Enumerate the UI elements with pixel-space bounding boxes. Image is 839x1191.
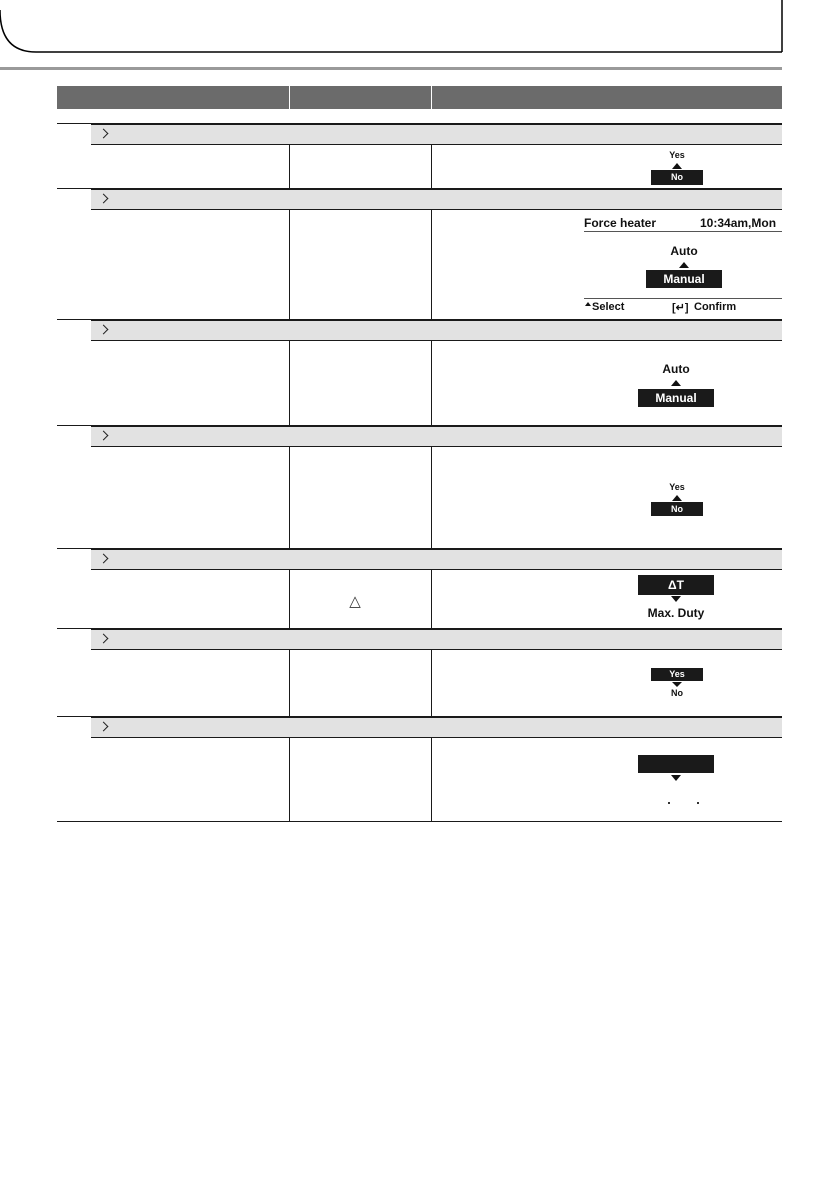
option-selected: Manual xyxy=(646,270,722,288)
col-divider xyxy=(289,341,290,425)
select-arrow-icon xyxy=(585,302,591,306)
col-divider xyxy=(289,738,290,821)
page-corner-curve xyxy=(0,0,839,70)
triangle-down-icon xyxy=(672,682,682,687)
top-rule xyxy=(0,67,782,70)
section-header xyxy=(91,629,782,650)
table-header-col-3 xyxy=(432,86,782,109)
triangle-up-icon xyxy=(672,163,682,169)
option-selected xyxy=(638,755,714,773)
col-divider xyxy=(431,341,432,425)
option-selected: No xyxy=(651,170,703,185)
section-header xyxy=(91,717,782,738)
lcd-time: 10:34am,Mon xyxy=(700,216,777,230)
triangle-down-icon xyxy=(671,775,681,781)
triangle-up-icon xyxy=(679,262,689,268)
section-header xyxy=(91,124,782,145)
lcd-footer-confirm: Confirm xyxy=(694,301,737,313)
section-header xyxy=(91,189,782,210)
col-divider xyxy=(289,570,290,628)
lcd-footer-rule xyxy=(584,298,782,299)
option-below: Max. Duty xyxy=(647,606,705,620)
chevron-right-icon xyxy=(99,431,109,441)
chevron-right-icon xyxy=(99,129,109,139)
col-divider xyxy=(431,145,432,189)
option-above: Auto xyxy=(670,244,698,258)
lcd-title: Force heater xyxy=(584,216,657,230)
col-divider xyxy=(431,738,432,821)
col-divider xyxy=(289,145,290,189)
chevron-right-icon xyxy=(99,634,109,644)
triangle-button-icon: △ xyxy=(349,592,361,610)
option-above: Yes xyxy=(669,150,685,160)
chevron-right-icon xyxy=(99,554,109,564)
triangle-down-icon xyxy=(671,596,681,602)
triangle-up-icon xyxy=(671,380,681,386)
enter-key-icon: [↵] xyxy=(672,302,689,314)
col-divider xyxy=(289,210,290,319)
table-header-col-2 xyxy=(290,86,431,109)
col-divider xyxy=(289,447,290,548)
lcd-footer-select: Select xyxy=(592,301,625,313)
chevron-right-icon xyxy=(99,722,109,732)
col-divider xyxy=(289,650,290,716)
col-divider xyxy=(431,570,432,628)
col-divider xyxy=(431,650,432,716)
faint-mark xyxy=(668,802,670,804)
option-selected: ΔT xyxy=(638,575,714,595)
option-above: Auto xyxy=(662,362,690,376)
lcd-title-underline xyxy=(584,231,782,232)
option-selected: Yes xyxy=(651,668,703,681)
table-bottom-rule xyxy=(57,821,782,822)
chevron-right-icon xyxy=(99,325,109,335)
section-header xyxy=(91,549,782,570)
section-header xyxy=(91,426,782,447)
col-divider xyxy=(431,447,432,548)
option-below: No xyxy=(671,688,683,698)
chevron-right-icon xyxy=(99,194,109,204)
triangle-up-icon xyxy=(672,495,682,501)
section-header xyxy=(91,320,782,341)
col-divider xyxy=(431,210,432,319)
faint-mark xyxy=(697,802,699,804)
option-selected: Manual xyxy=(638,389,714,407)
option-above: Yes xyxy=(669,482,685,492)
option-selected: No xyxy=(651,502,703,516)
table-header-col-1 xyxy=(57,86,289,109)
